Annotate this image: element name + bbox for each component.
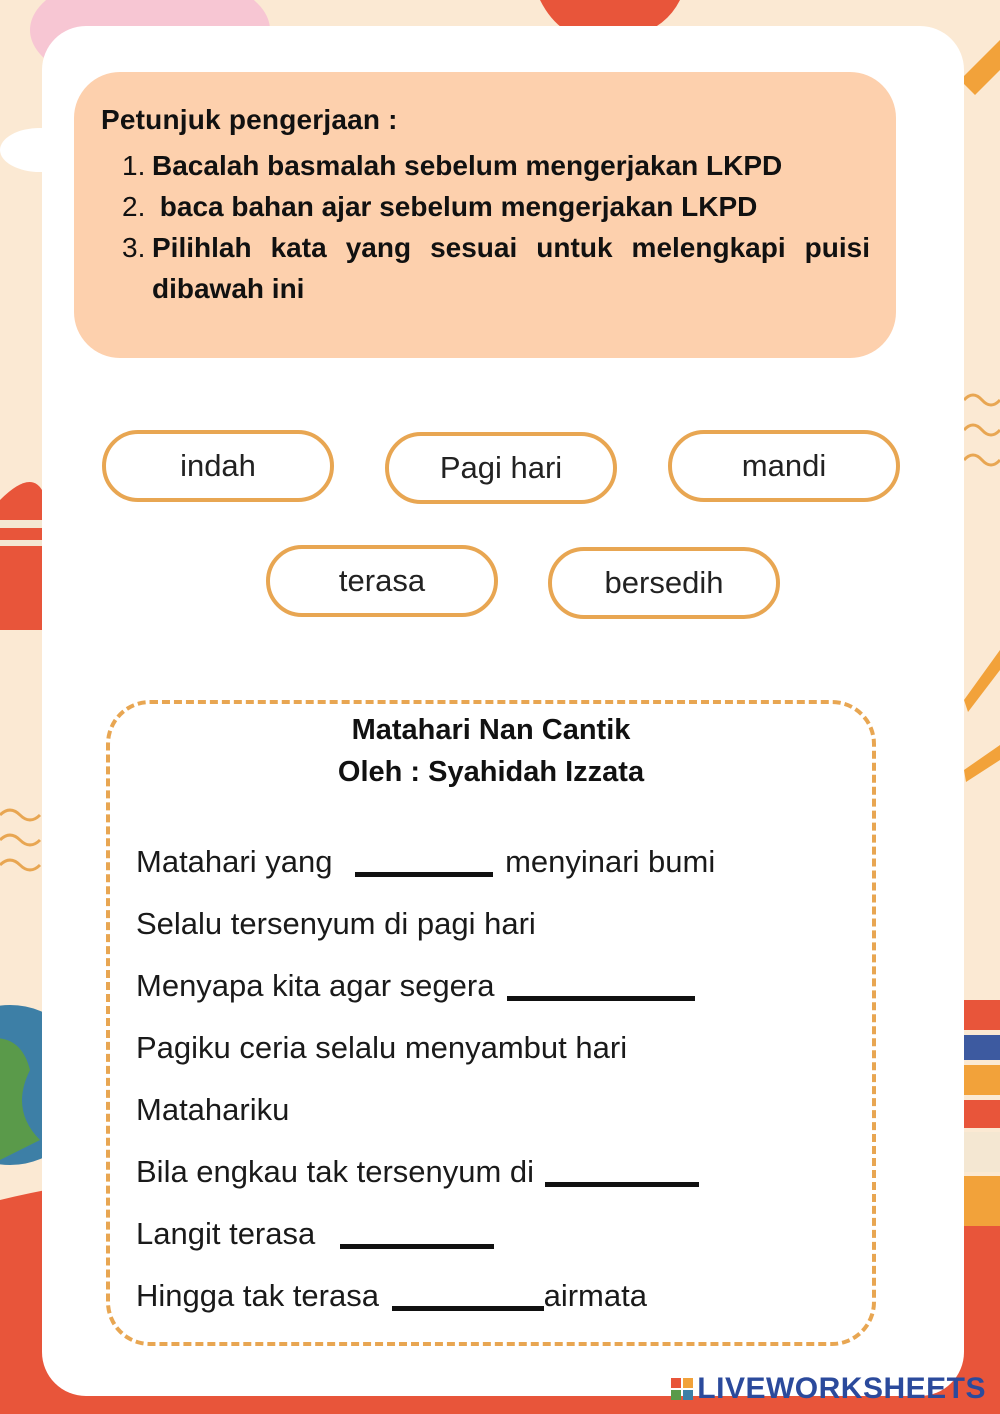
book-decoration-left bbox=[0, 482, 42, 630]
poem-text: Langit terasa bbox=[136, 1216, 324, 1251]
poem-text: menyinari bumi bbox=[505, 844, 716, 879]
books-decoration-right bbox=[964, 1000, 1000, 1030]
instruction-item bbox=[122, 145, 870, 186]
poem-text: Bila engkau tak tersenyum di bbox=[136, 1154, 543, 1189]
watermark-text: LIVEWORKSHEETS bbox=[697, 1372, 986, 1405]
instructions-box bbox=[74, 72, 896, 358]
answer-blank[interactable] bbox=[340, 1244, 494, 1249]
answer-blank[interactable] bbox=[507, 996, 695, 1001]
wavy-lines-right bbox=[964, 395, 1000, 465]
instruction-text: Pilihlah kata yang sesuai untuk melengkapi puisi dibawah ini bbox=[152, 232, 870, 304]
poem-text: Hingga tak terasa bbox=[136, 1278, 388, 1313]
word-chip-terasa[interactable]: terasa bbox=[266, 545, 498, 617]
instructions-list bbox=[122, 145, 870, 309]
word-chip-indah[interactable]: indah bbox=[102, 430, 334, 502]
poem-line bbox=[136, 964, 695, 1004]
poem-text: Matahariku bbox=[136, 1092, 290, 1127]
instruction-number: 1. bbox=[122, 150, 146, 181]
poem-line bbox=[136, 1212, 494, 1252]
poem-line bbox=[136, 840, 715, 880]
wavy-lines-left bbox=[0, 810, 40, 870]
answer-blank[interactable] bbox=[545, 1182, 699, 1187]
instruction-number: 2. bbox=[122, 191, 146, 222]
instruction-item bbox=[122, 186, 870, 227]
liveworksheets-logo-icon bbox=[671, 1378, 693, 1400]
word-chip-bersedih[interactable]: bersedih bbox=[548, 547, 780, 619]
poem-text: Pagiku ceria selalu menyambut hari bbox=[136, 1030, 628, 1065]
poem-text: Matahari yang bbox=[136, 844, 342, 879]
brush-decoration bbox=[964, 650, 1000, 712]
liveworksheets-watermark bbox=[671, 1372, 986, 1406]
poem-line bbox=[136, 902, 536, 942]
poem-author: Oleh : Syahidah Izzata bbox=[337, 756, 645, 788]
brush-decoration-2 bbox=[964, 745, 1000, 782]
poem-text: Menyapa kita agar segera bbox=[136, 968, 504, 1003]
poem-text: airmata bbox=[543, 1278, 647, 1313]
answer-blank[interactable] bbox=[392, 1306, 544, 1311]
poem-box bbox=[106, 700, 876, 1346]
poem-title: Matahari Nan Cantik bbox=[351, 714, 631, 746]
instruction-item bbox=[122, 227, 870, 309]
instruction-number: 3. bbox=[122, 232, 146, 263]
poem-line bbox=[136, 1088, 289, 1128]
instructions-title: Petunjuk pengerjaan : bbox=[101, 104, 398, 135]
word-chip-mandi[interactable]: mandi bbox=[668, 430, 900, 502]
poem-line bbox=[136, 1026, 627, 1066]
poem-line bbox=[136, 1274, 647, 1314]
instruction-text: baca bahan ajar sebelum mengerjakan LKPD bbox=[152, 191, 758, 222]
poem-text: Selalu tersenyum di pagi hari bbox=[136, 906, 536, 941]
poem-line bbox=[136, 1150, 699, 1190]
answer-blank[interactable] bbox=[355, 872, 493, 877]
pencil-decoration bbox=[960, 40, 1000, 95]
word-chip-pagi-hari[interactable]: Pagi hari bbox=[385, 432, 617, 504]
instruction-text: Bacalah basmalah sebelum mengerjakan LKPD bbox=[152, 150, 783, 181]
